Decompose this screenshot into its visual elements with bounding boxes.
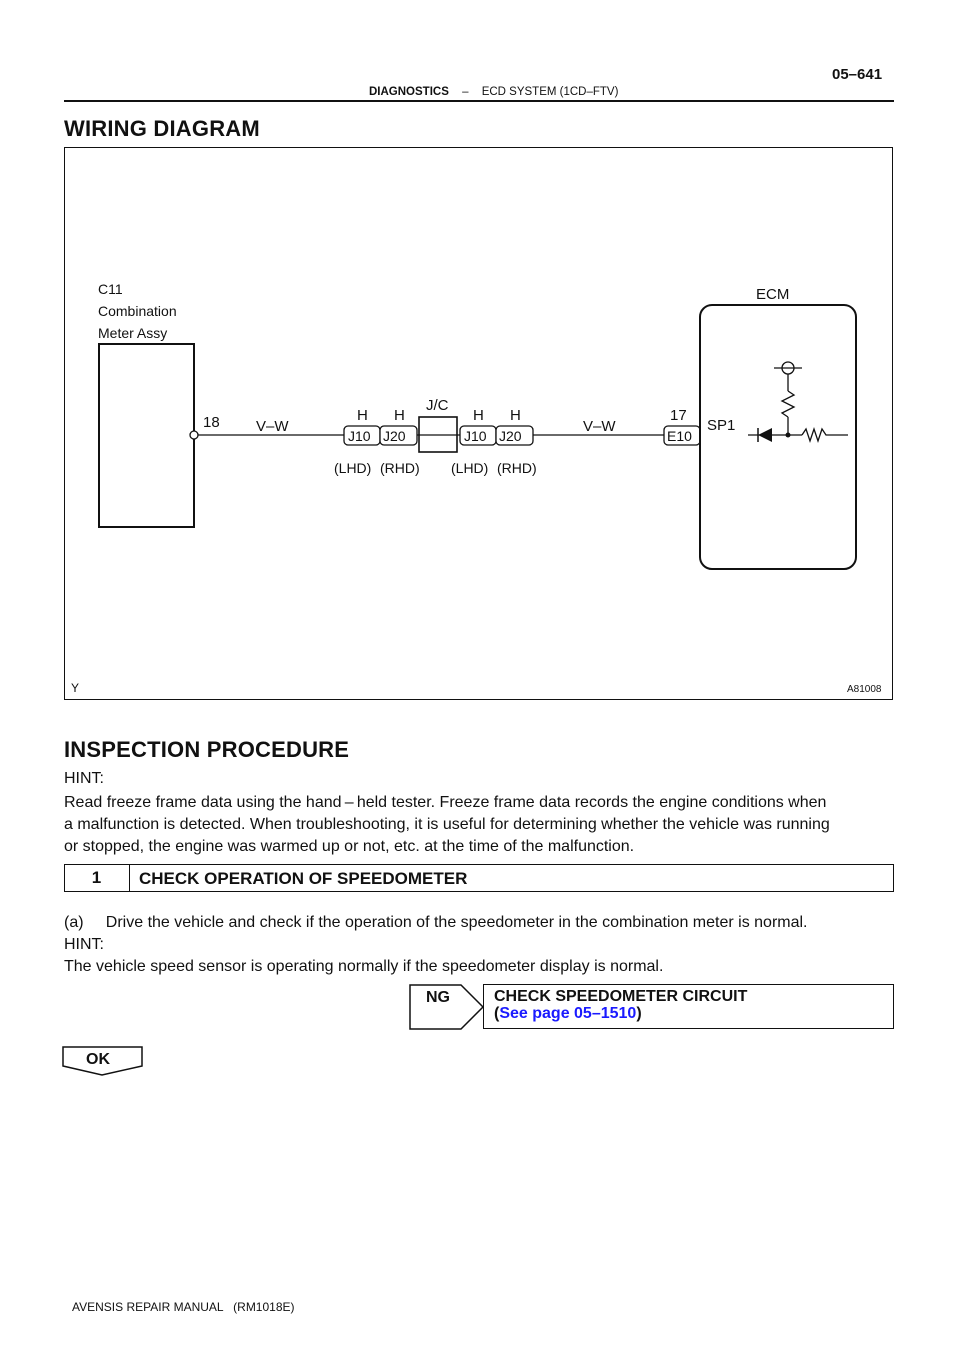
diode-icon [758,428,772,442]
pin-17-label: 17 [670,407,687,424]
section-separator: – [462,86,469,98]
hint2-text: The vehicle speed sensor is operating normally if the speedometer display is normal. [64,958,664,975]
hint-paragraph [64,792,894,858]
pin-18-label: 18 [203,414,220,431]
ng-reference [494,1005,747,1022]
wiring-diagram-title: WIRING DIAGRAM [64,116,260,141]
ecm-label: ECM [756,286,790,303]
hint-line-3: or stopped, the engine was warmed up or not, etc. at the time of the malfunction. [64,838,635,855]
prefix-h-4: H [510,407,521,424]
input-resistor-icon [802,429,848,441]
connector-e10-label: E10 [667,428,692,444]
combination-meter-box [99,344,194,527]
wire-right-color: V–W [583,418,616,435]
corner-mark: Y [71,681,80,695]
sp1-terminal-label: SP1 [707,417,736,434]
page-number: 05–641 [832,66,883,83]
hint-line-2: a malfunction is detected. When troubleshooting, it is useful for determining whether the vehicle was running [64,816,830,833]
connector-j10-b-label: J10 [464,428,487,444]
section-name: DIAGNOSTICS [369,86,449,98]
prefix-h-1: H [357,407,368,424]
prefix-h-2: H [394,407,405,424]
section-subtitle: ECD SYSTEM (1CD–FTV) [481,86,619,98]
side-lhd-1: (LHD) [334,460,372,476]
ng-ref-open: ( [494,1005,500,1022]
meter-label-assy: Meter Assy [98,325,168,341]
hint-label: HINT: [64,770,104,787]
meter-terminal [190,431,198,439]
wire-left-color: V–W [256,418,289,435]
ng-action-title: CHECK SPEEDOMETER CIRCUIT [494,988,748,1005]
page-reference-link[interactable]: See page 05–1510 [499,1005,637,1022]
step-title: CHECK OPERATION OF SPEEDOMETER [139,869,468,888]
connector-j20-a-label: J20 [383,428,406,444]
meter-label-name: Combination [98,303,177,319]
ng-ref-close: ) [636,1005,642,1022]
figure-id: A81008 [847,684,882,695]
step-number: 1 [64,864,130,892]
connector-j10-a-label: J10 [348,428,371,444]
pullup-resistor-icon [782,391,794,417]
meter-label-code: C11 [98,281,123,297]
ng-label: NG [426,989,450,1006]
section-header [369,86,618,98]
ok-label: OK [86,1051,110,1068]
step-instruction: (a) Drive the vehicle and check if the operation of the speedometer in the combination meter is normal. [64,914,808,931]
ng-action [494,988,747,1022]
connector-j20-b-label: J20 [499,428,522,444]
wiring-diagram [64,147,893,700]
inspection-title: INSPECTION PROCEDURE [64,737,350,762]
footer-manual: AVENSIS REPAIR MANUAL (RM1018E) [72,1300,295,1314]
hint-line-1: Read freeze frame data using the hand – held tester. Freeze frame data records the engine conditions when [64,794,827,811]
side-lhd-2: (LHD) [451,460,489,476]
header-rule [64,100,894,102]
hint2-label: HINT: [64,936,104,953]
junction-label: J/C [426,397,449,414]
ecm-box [700,305,856,569]
prefix-h-3: H [473,407,484,424]
side-rhd-2: (RHD) [497,460,537,476]
side-rhd-1: (RHD) [380,460,420,476]
